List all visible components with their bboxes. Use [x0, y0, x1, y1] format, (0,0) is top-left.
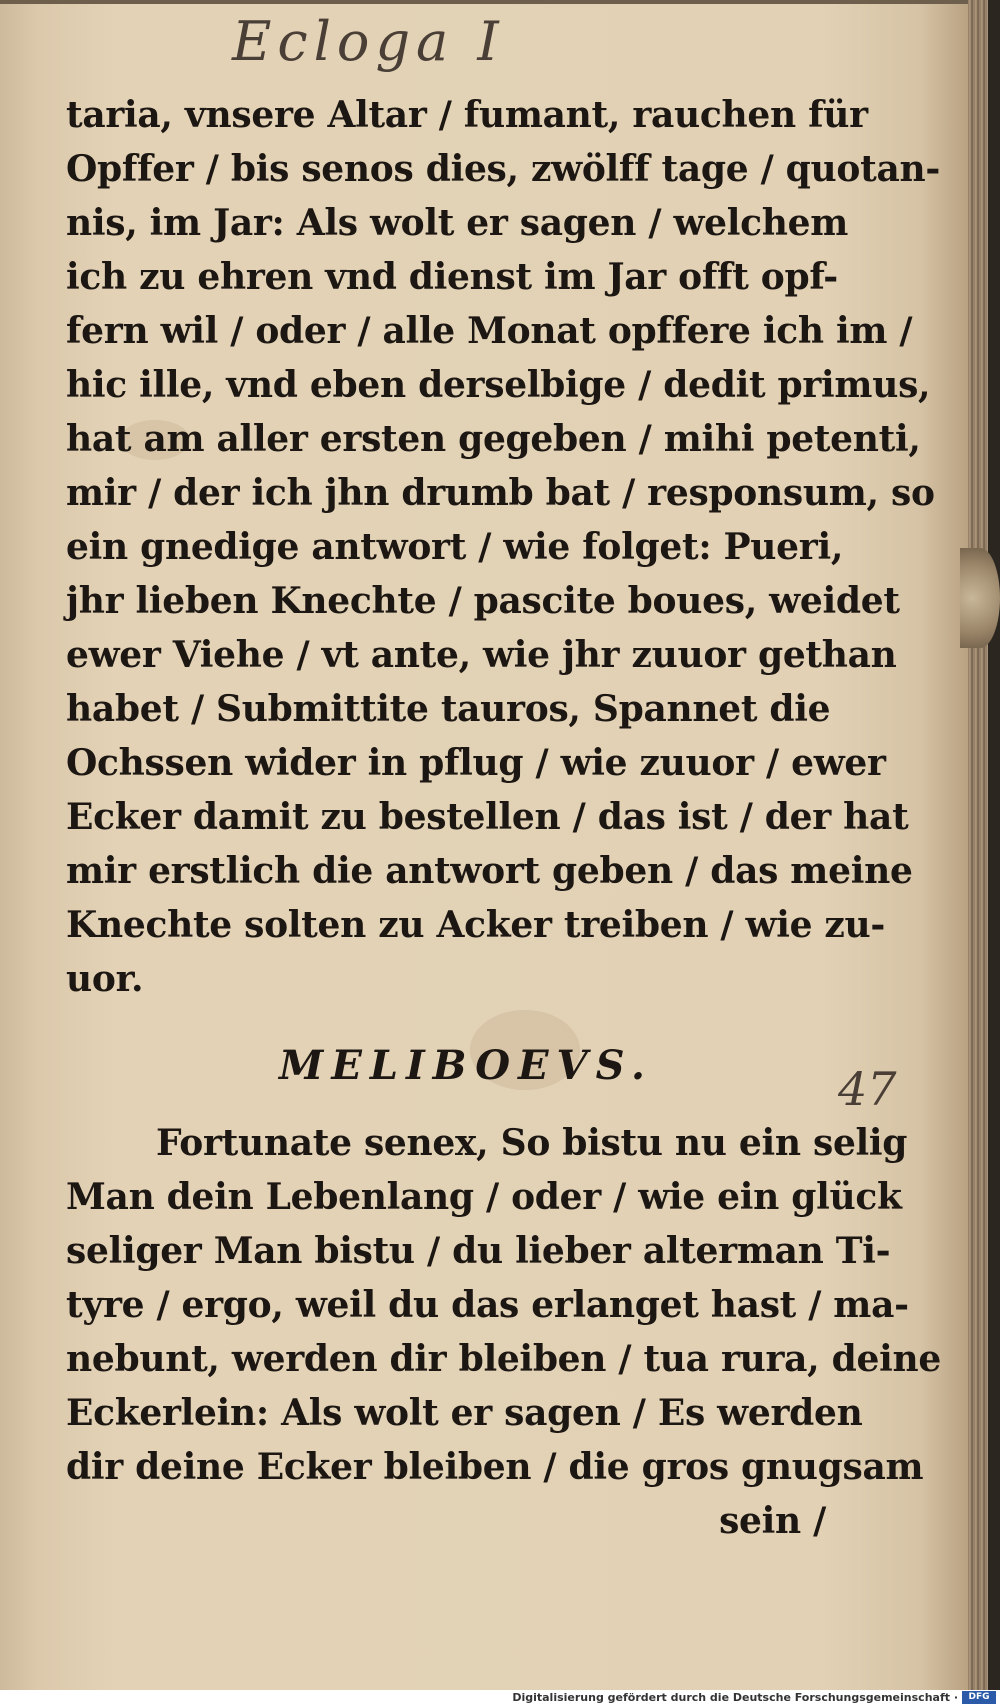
text-line: taria, vnsere Altar / fumant, rauchen für [66, 94, 868, 136]
page-edges [968, 0, 1000, 1690]
text-line: Fortunate senex, So bistu nu ein selig [156, 1122, 908, 1164]
text-line: Opffer / bis senos dies, zwölff tage / quotan- [66, 148, 940, 190]
folio-number-note: 47 [838, 1062, 897, 1116]
text-line: Ochssen wider in pflug / wie zuuor / ewer [66, 742, 886, 784]
text-line: ich zu ehren vnd dienst im Jar offt opf- [66, 256, 838, 298]
text-line: nebunt, werden dir bleiben / tua rura, deine [66, 1338, 941, 1380]
text-line: ein gnedige antwort / wie folget: Pueri, [66, 526, 844, 568]
text-line: Knechte solten zu Acker treiben / wie zu- [66, 904, 886, 946]
text-line: ewer Viehe / vt ante, wie jhr zuuor gethan [66, 634, 897, 676]
page-marker-tab [960, 548, 1000, 648]
catchword: sein / [719, 1500, 826, 1542]
text-line: uor. [66, 958, 144, 1000]
text-line: dir deine Ecker bleiben / die gros gnugsam [66, 1446, 924, 1488]
text-line: fern wil / oder / alle Monat opffere ich im / [66, 310, 913, 352]
text-line: Man dein Lebenlang / oder / wie ein glück [66, 1176, 902, 1218]
text-line: mir / der ich jhn drumb bat / responsum, so [66, 472, 935, 514]
text-line: Eckerlein: Als wolt er sagen / Es werden [66, 1392, 863, 1434]
text-line: nis, im Jar: Als wolt er sagen / welchem [66, 202, 849, 244]
text-line: hic ille, vnd eben derselbige / dedit primus, [66, 364, 931, 406]
text-line: jhr lieben Knechte / pascite boues, weidet [66, 580, 900, 622]
running-head: Ecloga I [232, 10, 505, 73]
text-line: habet / Submittite tauros, Spannet die [66, 688, 831, 730]
text-line: hat am aller ersten gegeben / mihi petenti, [66, 418, 921, 460]
text-line: Ecker damit zu bestellen / das ist / der hat [66, 796, 909, 838]
text-line: tyre / ergo, weil du das erlanget hast / ma- [66, 1284, 909, 1326]
digitization-credit: Digitalisierung gefördert durch die Deutsche Forschungsgemeinschaft · [512, 1691, 958, 1704]
text-line: mir erstlich die antwort geben / das meine [66, 850, 913, 892]
speaker-heading: MELIBOEVS. [279, 1042, 653, 1089]
text-line: seliger Man bistu / du lieber alterman Ti- [66, 1230, 891, 1272]
dfg-logo: DFG [962, 1691, 996, 1704]
